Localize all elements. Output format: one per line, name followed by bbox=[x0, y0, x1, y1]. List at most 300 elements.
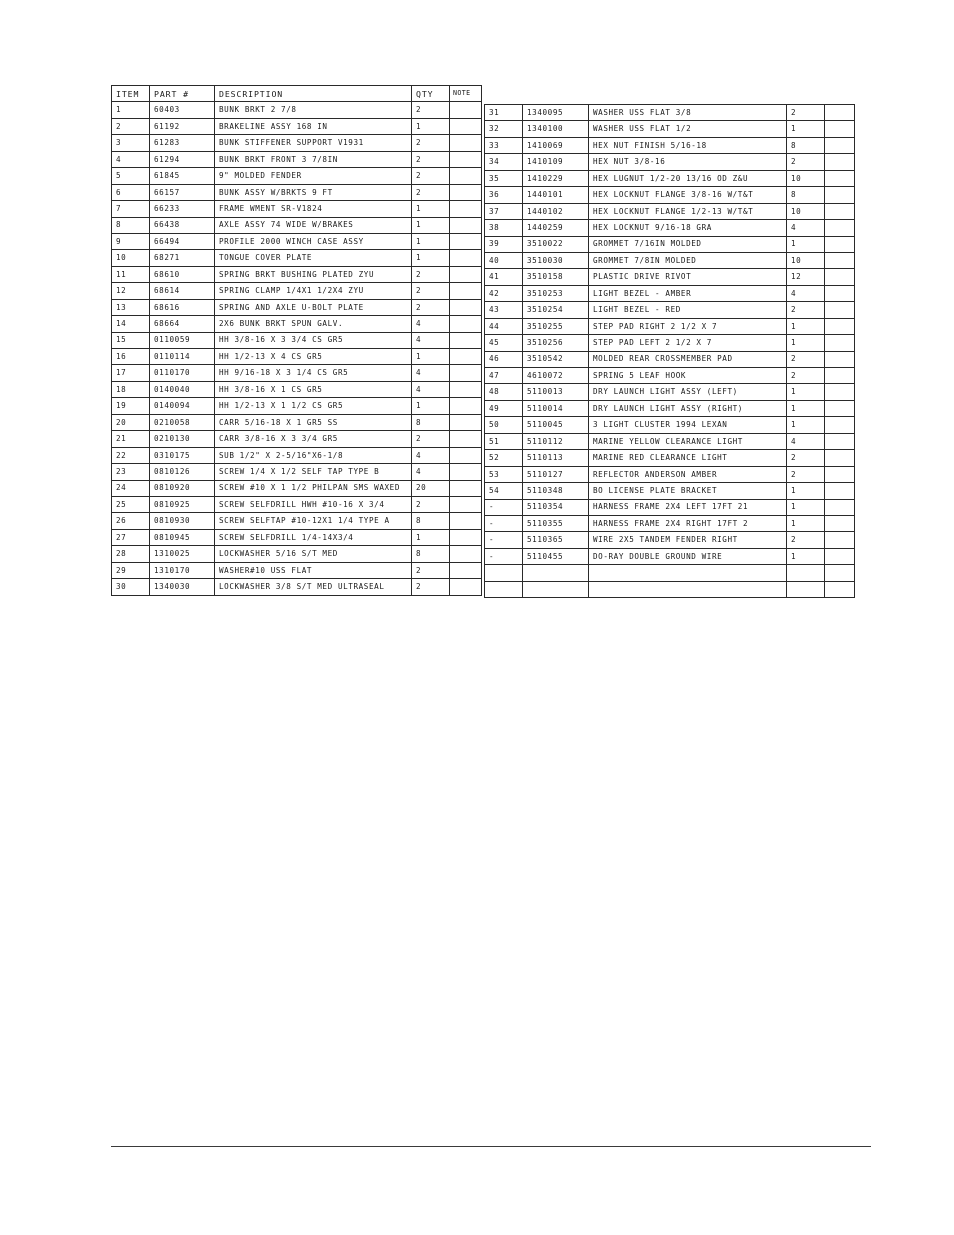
cell-note bbox=[825, 154, 855, 170]
cell-note bbox=[825, 483, 855, 499]
cell-description: PROFILE 2000 WINCH CASE ASSY bbox=[215, 233, 412, 249]
cell-qty: 1 bbox=[787, 548, 825, 564]
cell-qty: 10 bbox=[787, 252, 825, 268]
cell-qty: 8 bbox=[412, 546, 450, 562]
cell-note bbox=[825, 400, 855, 416]
cell-qty: 2 bbox=[412, 299, 450, 315]
table-row bbox=[112, 283, 482, 299]
cell-note bbox=[450, 513, 482, 529]
table-row bbox=[485, 302, 855, 318]
table-row bbox=[485, 581, 855, 597]
cell-note bbox=[825, 236, 855, 252]
cell-qty: 4 bbox=[412, 332, 450, 348]
cell-item: 34 bbox=[485, 154, 523, 170]
cell-part-number: 1340100 bbox=[523, 121, 589, 137]
cell-part-number: 0810920 bbox=[150, 480, 215, 496]
cell-note bbox=[825, 466, 855, 482]
cell-item: 51 bbox=[485, 433, 523, 449]
table-row bbox=[112, 464, 482, 480]
cell-item: 22 bbox=[112, 447, 150, 463]
cell-description: WASHER USS FLAT 3/8 bbox=[589, 105, 787, 121]
cell-description: SCREW #10 X 1 1/2 PHILPAN SMS WAXED bbox=[215, 480, 412, 496]
cell-note bbox=[825, 170, 855, 186]
table-row bbox=[112, 381, 482, 397]
cell-part-number: 68616 bbox=[150, 299, 215, 315]
cell-note bbox=[450, 349, 482, 365]
cell-description: HARNESS FRAME 2X4 RIGHT 17FT 2 bbox=[589, 515, 787, 531]
cell-note bbox=[825, 302, 855, 318]
table-row bbox=[112, 579, 482, 595]
cell-description: CARR 5/16-18 X 1 GR5 SS bbox=[215, 414, 412, 430]
cell-qty: 1 bbox=[412, 250, 450, 266]
header-description: DESCRIPTION bbox=[215, 86, 412, 102]
table-row bbox=[112, 562, 482, 578]
cell-note bbox=[450, 316, 482, 332]
cell-note bbox=[450, 283, 482, 299]
table-row bbox=[112, 496, 482, 512]
table-row bbox=[485, 220, 855, 236]
cell-description: FRAME WMENT SR-V1824 bbox=[215, 201, 412, 217]
cell-description: HH 1/2-13 X 4 CS GR5 bbox=[215, 349, 412, 365]
cell-qty: 1 bbox=[787, 417, 825, 433]
cell-description: SCREW SELFDRILL HWH #10-16 X 3/4 bbox=[215, 496, 412, 512]
cell-note bbox=[825, 548, 855, 564]
cell-item: - bbox=[485, 532, 523, 548]
table-header-row bbox=[112, 86, 482, 102]
table-row bbox=[485, 105, 855, 121]
cell-part-number: 1410069 bbox=[523, 137, 589, 153]
table-row bbox=[112, 316, 482, 332]
cell-part-number: 5110014 bbox=[523, 400, 589, 416]
cell-item: 36 bbox=[485, 187, 523, 203]
table-row bbox=[485, 400, 855, 416]
cell-description: SCREW 1/4 X 1/2 SELF TAP TYPE B bbox=[215, 464, 412, 480]
table-row bbox=[112, 546, 482, 562]
table-row bbox=[112, 201, 482, 217]
cell-part-number: 5110112 bbox=[523, 433, 589, 449]
cell-note bbox=[450, 447, 482, 463]
cell-description: GROMMET 7/16IN MOLDED bbox=[589, 236, 787, 252]
cell-item: 38 bbox=[485, 220, 523, 236]
cell-note bbox=[825, 351, 855, 367]
cell-description: SCREW SELFTAP #10-12X1 1/4 TYPE A bbox=[215, 513, 412, 529]
cell-note bbox=[450, 546, 482, 562]
cell-qty: 1 bbox=[787, 236, 825, 252]
cell-description bbox=[589, 565, 787, 581]
cell-note bbox=[825, 252, 855, 268]
cell-part-number: 61845 bbox=[150, 168, 215, 184]
cell-note bbox=[450, 414, 482, 430]
cell-note bbox=[825, 203, 855, 219]
table-row bbox=[485, 532, 855, 548]
cell-part-number: 4610072 bbox=[523, 368, 589, 384]
cell-part-number: 68664 bbox=[150, 316, 215, 332]
cell-qty: 2 bbox=[412, 431, 450, 447]
cell-item: 11 bbox=[112, 266, 150, 282]
cell-description: BO LICENSE PLATE BRACKET bbox=[589, 483, 787, 499]
cell-item: 23 bbox=[112, 464, 150, 480]
cell-item: 25 bbox=[112, 496, 150, 512]
cell-item: 8 bbox=[112, 217, 150, 233]
cell-note bbox=[450, 118, 482, 134]
cell-item: 26 bbox=[112, 513, 150, 529]
cell-qty: 10 bbox=[787, 170, 825, 186]
cell-qty: 2 bbox=[412, 283, 450, 299]
cell-note bbox=[450, 233, 482, 249]
cell-note bbox=[450, 266, 482, 282]
cell-part-number: 5110355 bbox=[523, 515, 589, 531]
cell-part-number: 0810925 bbox=[150, 496, 215, 512]
cell-description: 9" MOLDED FENDER bbox=[215, 168, 412, 184]
cell-qty: 1 bbox=[412, 398, 450, 414]
cell-part-number: 3510542 bbox=[523, 351, 589, 367]
cell-note bbox=[825, 137, 855, 153]
cell-item: 54 bbox=[485, 483, 523, 499]
cell-item: 6 bbox=[112, 184, 150, 200]
cell-qty: 2 bbox=[412, 579, 450, 595]
cell-part-number: 1310170 bbox=[150, 562, 215, 578]
cell-item: 30 bbox=[112, 579, 150, 595]
table-row bbox=[485, 285, 855, 301]
cell-qty: 4 bbox=[412, 316, 450, 332]
cell-description: MARINE RED CLEARANCE LIGHT bbox=[589, 450, 787, 466]
cell-item: 29 bbox=[112, 562, 150, 578]
table-row bbox=[485, 368, 855, 384]
cell-note bbox=[450, 135, 482, 151]
table-row bbox=[112, 168, 482, 184]
cell-item: 2 bbox=[112, 118, 150, 134]
parts-list-table-right bbox=[484, 104, 855, 598]
table-row bbox=[485, 269, 855, 285]
table-row bbox=[112, 184, 482, 200]
cell-item: 50 bbox=[485, 417, 523, 433]
cell-qty: 2 bbox=[787, 450, 825, 466]
cell-description: HEX LOCKNUT 9/16-18 GRA bbox=[589, 220, 787, 236]
cell-qty: 2 bbox=[412, 562, 450, 578]
cell-item: 53 bbox=[485, 466, 523, 482]
cell-part-number: 0210058 bbox=[150, 414, 215, 430]
cell-qty: 4 bbox=[412, 381, 450, 397]
table-row bbox=[485, 450, 855, 466]
cell-qty: 1 bbox=[412, 217, 450, 233]
cell-part-number: 5110348 bbox=[523, 483, 589, 499]
cell-qty: 2 bbox=[787, 532, 825, 548]
parts-list-body-left bbox=[112, 102, 482, 595]
cell-part-number: 68271 bbox=[150, 250, 215, 266]
cell-part-number: 61192 bbox=[150, 118, 215, 134]
cell-part-number: 5110045 bbox=[523, 417, 589, 433]
cell-item: 1 bbox=[112, 102, 150, 118]
cell-part-number: 68614 bbox=[150, 283, 215, 299]
cell-item: 12 bbox=[112, 283, 150, 299]
cell-description: WIRE 2X5 TANDEM FENDER RIGHT bbox=[589, 532, 787, 548]
table-row bbox=[112, 349, 482, 365]
cell-part-number: 66438 bbox=[150, 217, 215, 233]
cell-item: 43 bbox=[485, 302, 523, 318]
cell-part-number: 66233 bbox=[150, 201, 215, 217]
cell-item: 27 bbox=[112, 529, 150, 545]
cell-note bbox=[825, 450, 855, 466]
cell-note bbox=[825, 318, 855, 334]
cell-description: SPRING BRKT BUSHING PLATED ZYU bbox=[215, 266, 412, 282]
table-row bbox=[112, 513, 482, 529]
cell-description: AXLE ASSY 74 WIDE W/BRAKES bbox=[215, 217, 412, 233]
table-row bbox=[112, 332, 482, 348]
table-row bbox=[485, 252, 855, 268]
cell-qty: 8 bbox=[412, 414, 450, 430]
cell-item: 39 bbox=[485, 236, 523, 252]
table-row bbox=[485, 335, 855, 351]
cell-description: MARINE YELLOW CLEARANCE LIGHT bbox=[589, 433, 787, 449]
cell-item: 31 bbox=[485, 105, 523, 121]
cell-description: SPRING CLAMP 1/4X1 1/2X4 ZYU bbox=[215, 283, 412, 299]
cell-item: 49 bbox=[485, 400, 523, 416]
cell-part-number: 0810930 bbox=[150, 513, 215, 529]
cell-qty: 8 bbox=[412, 513, 450, 529]
table-row bbox=[485, 483, 855, 499]
cell-qty: 1 bbox=[412, 118, 450, 134]
cell-note bbox=[450, 184, 482, 200]
cell-item: 10 bbox=[112, 250, 150, 266]
cell-item: 20 bbox=[112, 414, 150, 430]
cell-note bbox=[825, 335, 855, 351]
table-row bbox=[485, 548, 855, 564]
cell-item: 21 bbox=[112, 431, 150, 447]
cell-item: 42 bbox=[485, 285, 523, 301]
cell-qty: 1 bbox=[412, 233, 450, 249]
cell-part-number: 0310175 bbox=[150, 447, 215, 463]
cell-item: - bbox=[485, 548, 523, 564]
cell-note bbox=[450, 480, 482, 496]
table-row bbox=[112, 266, 482, 282]
cell-description: LIGHT BEZEL - RED bbox=[589, 302, 787, 318]
cell-description: CARR 3/8-16 X 3 3/4 GR5 bbox=[215, 431, 412, 447]
cell-description: DRY LAUNCH LIGHT ASSY (RIGHT) bbox=[589, 400, 787, 416]
cell-part-number: 0140094 bbox=[150, 398, 215, 414]
cell-qty: 2 bbox=[787, 154, 825, 170]
cell-qty: 2 bbox=[412, 135, 450, 151]
cell-item: 37 bbox=[485, 203, 523, 219]
cell-item: 13 bbox=[112, 299, 150, 315]
table-row bbox=[112, 529, 482, 545]
cell-qty: 1 bbox=[787, 121, 825, 137]
cell-note bbox=[825, 105, 855, 121]
cell-part-number: 0810945 bbox=[150, 529, 215, 545]
cell-item: 44 bbox=[485, 318, 523, 334]
cell-item: 45 bbox=[485, 335, 523, 351]
cell-description: SCREW SELFDRILL 1/4-14X3/4 bbox=[215, 529, 412, 545]
cell-note bbox=[825, 515, 855, 531]
cell-description: SPRING AND AXLE U-BOLT PLATE bbox=[215, 299, 412, 315]
cell-description: HH 9/16-18 X 3 1/4 CS GR5 bbox=[215, 365, 412, 381]
cell-description: BUNK STIFFENER SUPPORT V1931 bbox=[215, 135, 412, 151]
cell-qty: 2 bbox=[787, 466, 825, 482]
cell-description: STEP PAD RIGHT 2 1/2 X 7 bbox=[589, 318, 787, 334]
cell-qty: 1 bbox=[412, 201, 450, 217]
cell-item: 14 bbox=[112, 316, 150, 332]
cell-item: 9 bbox=[112, 233, 150, 249]
cell-description: 3 LIGHT CLUSTER 1994 LEXAN bbox=[589, 417, 787, 433]
cell-qty: 10 bbox=[787, 203, 825, 219]
cell-description: 2X6 BUNK BRKT SPUN GALV. bbox=[215, 316, 412, 332]
cell-description: BRAKELINE ASSY 168 IN bbox=[215, 118, 412, 134]
cell-item: 41 bbox=[485, 269, 523, 285]
cell-item: 33 bbox=[485, 137, 523, 153]
table-row bbox=[112, 135, 482, 151]
cell-note bbox=[825, 220, 855, 236]
cell-description: BUNK ASSY W/BRKTS 9 FT bbox=[215, 184, 412, 200]
cell-note bbox=[450, 299, 482, 315]
cell-qty: 2 bbox=[412, 102, 450, 118]
cell-item: 40 bbox=[485, 252, 523, 268]
cell-item: 47 bbox=[485, 368, 523, 384]
table-row bbox=[112, 233, 482, 249]
cell-item: 35 bbox=[485, 170, 523, 186]
cell-note bbox=[825, 565, 855, 581]
cell-part-number: 1410109 bbox=[523, 154, 589, 170]
cell-part-number: 3510255 bbox=[523, 318, 589, 334]
cell-part-number bbox=[523, 581, 589, 597]
cell-description: GROMMET 7/8IN MOLDED bbox=[589, 252, 787, 268]
cell-description: MOLDED REAR CROSSMEMBER PAD bbox=[589, 351, 787, 367]
cell-item: 3 bbox=[112, 135, 150, 151]
cell-part-number: 0210130 bbox=[150, 431, 215, 447]
cell-description: REFLECTOR ANDERSON AMBER bbox=[589, 466, 787, 482]
table-row bbox=[485, 466, 855, 482]
cell-description: PLASTIC DRIVE RIVOT bbox=[589, 269, 787, 285]
cell-part-number: 1440259 bbox=[523, 220, 589, 236]
cell-description: SUB 1/2" X 2-5/16"X6-1/8 bbox=[215, 447, 412, 463]
table-row bbox=[112, 118, 482, 134]
cell-qty: 1 bbox=[412, 529, 450, 545]
cell-note bbox=[450, 217, 482, 233]
table-row bbox=[112, 447, 482, 463]
header-qty: QTY bbox=[412, 86, 450, 102]
cell-description: WASHER#10 USS FLAT bbox=[215, 562, 412, 578]
cell-note bbox=[450, 168, 482, 184]
table-row bbox=[485, 565, 855, 581]
cell-part-number: 1310025 bbox=[150, 546, 215, 562]
cell-qty: 1 bbox=[412, 349, 450, 365]
cell-qty: 2 bbox=[412, 496, 450, 512]
table-row bbox=[112, 365, 482, 381]
table-row bbox=[485, 170, 855, 186]
table-row bbox=[112, 480, 482, 496]
table-row bbox=[112, 151, 482, 167]
cell-item: 5 bbox=[112, 168, 150, 184]
cell-note bbox=[825, 384, 855, 400]
cell-part-number: 1340095 bbox=[523, 105, 589, 121]
cell-qty: 8 bbox=[787, 137, 825, 153]
cell-qty: 2 bbox=[412, 266, 450, 282]
cell-part-number: 3510022 bbox=[523, 236, 589, 252]
table-row bbox=[112, 398, 482, 414]
cell-part-number: 3510256 bbox=[523, 335, 589, 351]
cell-qty: 12 bbox=[787, 269, 825, 285]
cell-qty: 4 bbox=[412, 447, 450, 463]
cell-description: HH 1/2-13 X 1 1/2 CS GR5 bbox=[215, 398, 412, 414]
cell-description: HEX LOCKNUT FLANGE 3/8-16 W/T&T bbox=[589, 187, 787, 203]
table-row bbox=[112, 250, 482, 266]
cell-part-number: 68610 bbox=[150, 266, 215, 282]
cell-qty: 2 bbox=[787, 302, 825, 318]
cell-item: - bbox=[485, 499, 523, 515]
cell-description: WASHER USS FLAT 1/2 bbox=[589, 121, 787, 137]
cell-qty: 1 bbox=[787, 384, 825, 400]
cell-qty: 1 bbox=[787, 515, 825, 531]
cell-qty: 1 bbox=[787, 483, 825, 499]
cell-note bbox=[450, 562, 482, 578]
cell-note bbox=[825, 285, 855, 301]
cell-part-number: 3510253 bbox=[523, 285, 589, 301]
cell-note bbox=[450, 201, 482, 217]
cell-qty: 4 bbox=[787, 285, 825, 301]
cell-note bbox=[825, 532, 855, 548]
cell-item: 52 bbox=[485, 450, 523, 466]
table-row bbox=[112, 217, 482, 233]
cell-description bbox=[589, 581, 787, 597]
table-row bbox=[485, 384, 855, 400]
cell-note bbox=[450, 398, 482, 414]
table-row bbox=[485, 417, 855, 433]
cell-note bbox=[450, 332, 482, 348]
cell-note bbox=[450, 102, 482, 118]
table-row bbox=[485, 137, 855, 153]
cell-description: DO-RAY DOUBLE GROUND WIRE bbox=[589, 548, 787, 564]
cell-part-number: 0110114 bbox=[150, 349, 215, 365]
cell-qty: 2 bbox=[412, 168, 450, 184]
cell-qty: 20 bbox=[412, 480, 450, 496]
table-row bbox=[112, 431, 482, 447]
cell-note bbox=[825, 499, 855, 515]
cell-qty: 1 bbox=[787, 499, 825, 515]
cell-qty: 2 bbox=[412, 184, 450, 200]
cell-description: BUNK BRKT FRONT 3 7/8IN bbox=[215, 151, 412, 167]
cell-part-number: 66157 bbox=[150, 184, 215, 200]
cell-note bbox=[450, 431, 482, 447]
parts-list-body-right bbox=[485, 105, 855, 598]
cell-qty: 1 bbox=[787, 400, 825, 416]
cell-part-number: 1440101 bbox=[523, 187, 589, 203]
cell-qty: 1 bbox=[787, 318, 825, 334]
cell-item: 46 bbox=[485, 351, 523, 367]
table-row bbox=[485, 318, 855, 334]
header-note: NOTE bbox=[450, 86, 482, 102]
cell-description: SPRING 5 LEAF HOOK bbox=[589, 368, 787, 384]
cell-qty: 2 bbox=[787, 368, 825, 384]
cell-description: LOCKWASHER 5/16 S/T MED bbox=[215, 546, 412, 562]
cell-part-number: 3510254 bbox=[523, 302, 589, 318]
table-row bbox=[485, 203, 855, 219]
cell-note bbox=[450, 250, 482, 266]
cell-part-number: 5110113 bbox=[523, 450, 589, 466]
cell-part-number: 5110455 bbox=[523, 548, 589, 564]
cell-description: DRY LAUNCH LIGHT ASSY (LEFT) bbox=[589, 384, 787, 400]
cell-part-number: 61294 bbox=[150, 151, 215, 167]
cell-item bbox=[485, 581, 523, 597]
cell-note bbox=[825, 581, 855, 597]
table-row bbox=[485, 499, 855, 515]
cell-part-number bbox=[523, 565, 589, 581]
cell-item: 28 bbox=[112, 546, 150, 562]
cell-note bbox=[450, 529, 482, 545]
cell-part-number: 0110170 bbox=[150, 365, 215, 381]
cell-item: 15 bbox=[112, 332, 150, 348]
cell-part-number: 1340030 bbox=[150, 579, 215, 595]
cell-part-number: 1410229 bbox=[523, 170, 589, 186]
cell-part-number: 60403 bbox=[150, 102, 215, 118]
cell-note bbox=[450, 579, 482, 595]
